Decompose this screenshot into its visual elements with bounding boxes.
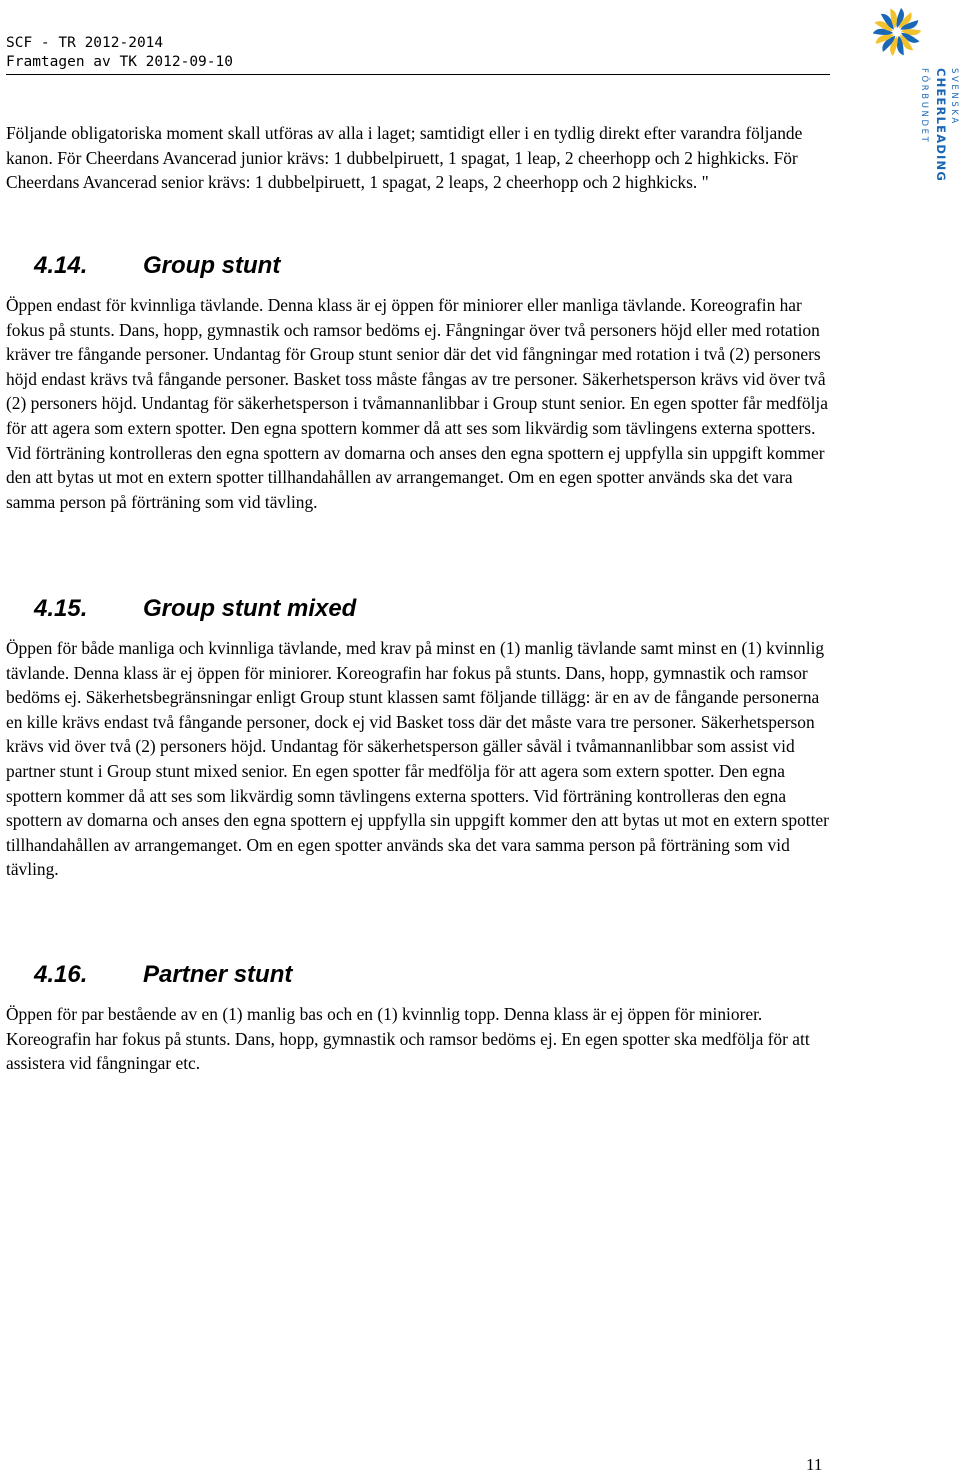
section-body-4-14: Öppen endast för kvinnliga tävlande. Denna klass är ej öppen för miniorer eller manliga tävlande. Koreografin har fokus på stunts. Dans, hopp, gymnastik och ramsor bedöms ej. Fångningar över två personers höjd eller med rotation kräver tre fångande personer. Undantag för Group stunt senior där det vid fångningar med rotation i två (2) personers höjd endast krävs två fångande personer. Basket toss måste fångas av tre personer. Säkerhetsperson krävs vid över två (2) personers höjd. Undantag för säkerhetsperson i tvåmannanlibbar i Group stunt senior. En egen spotter får medfölja för att agera som extern spotter. Den egna spottern kommer då att ses som likvärdig som tävlingens externa spotters. Vid förträning kontrolleras den egna spottern av domarna och anses den egna spottern ej uppfylla sin uppgift kommer den att bytas ut mot en extern spotter tillhandahållen av arrangemanget. Om en egen spotter används ska det vara samma person på förträning som vid tävling. bbox=[6, 295, 828, 512]
intro-paragraph: Följande obligatoriska moment skall utföras av alla i laget; samtidigt eller i en tydlig direkt efter varandra följande kanon. För Cheerdans Avancerad junior krävs: 1 dubbelpiruett, 1 spagat, 1 leap, 2 cheerhopp och 2 highkicks. För Cheerdans Avancerad senior krävs: 1 dubbelpiruett, 1 spagat, 2 leaps, 2 cheerhopp och 2 highkicks. " bbox=[6, 123, 803, 193]
logo-graphic bbox=[856, 4, 959, 204]
logo-center bbox=[893, 28, 901, 36]
logo-text-cheerleading: CHEERLEADING bbox=[934, 68, 948, 183]
section-title: Group stunt bbox=[143, 252, 281, 279]
logo-swirl-icon bbox=[872, 7, 922, 56]
section-title: Group stunt mixed bbox=[143, 595, 357, 622]
logo-text-svenska: SVENSKA bbox=[949, 68, 959, 126]
logo-text-forbundet: FÖRBUNDET bbox=[919, 68, 929, 145]
page-number: 11 bbox=[806, 1455, 823, 1474]
section-title: Partner stunt bbox=[143, 961, 293, 988]
section-number: 4.15. bbox=[34, 595, 88, 622]
section-number: 4.16. bbox=[34, 961, 88, 988]
header-divider bbox=[6, 74, 830, 75]
header-title: SCF - TR 2012-2014 bbox=[6, 35, 164, 51]
header-date: Framtagen av TK 2012-09-10 bbox=[6, 54, 233, 70]
section-body-4-16: Öppen för par bestående av en (1) manlig bas och en (1) kvinnlig topp. Denna klass är ej öppen för miniorer. Koreografin har fokus på stunts. Dans, hopp, gymnastik och ramsor bedöms ej. En egen spotter ska medfölja för att assistera vid fångningar etc. bbox=[6, 1004, 810, 1074]
section-number: 4.14. bbox=[34, 252, 88, 279]
federation-logo bbox=[856, 4, 959, 204]
section-body-4-15: Öppen för både manliga och kvinnliga tävlande, med krav på minst en (1) manlig tävlande samt minst en (1) kvinnlig tävlande. Denna klass är ej öppen för miniorer. Koreografin har fokus på stunts. Dans, hopp, gymnastik och ramsor bedöms ej. Säkerhetsbegränsningar enligt Group stunt klassen samt följande tillägg: är en av de fångande personerna en kille krävs endast två fångande personer, dock ej vid Basket toss där det måste vara tre personer. Säkerhetsperson krävs vid över två (2) personers höjd. Undantag för säkerhetsperson gäller såväl i tvåmannanlibbar som assist vid partner stunt i Group stunt mixed senior. En egen spotter får medfölja för att agera som extern spotter. Den egna spottern kommer då att ses som likvärdig somn tävlingens externa spotters. Vid förträning kontrolleras den egna spottern av domarna och anses den egna spottern ej uppfylla sin uppgift kommer den att bytas ut mot en extern spotter tillhandahållen av arrangemanget. Om en egen spotter används ska det vara samma person på förträning som vid tävling. bbox=[6, 638, 829, 880]
document-header bbox=[6, 34, 233, 72]
